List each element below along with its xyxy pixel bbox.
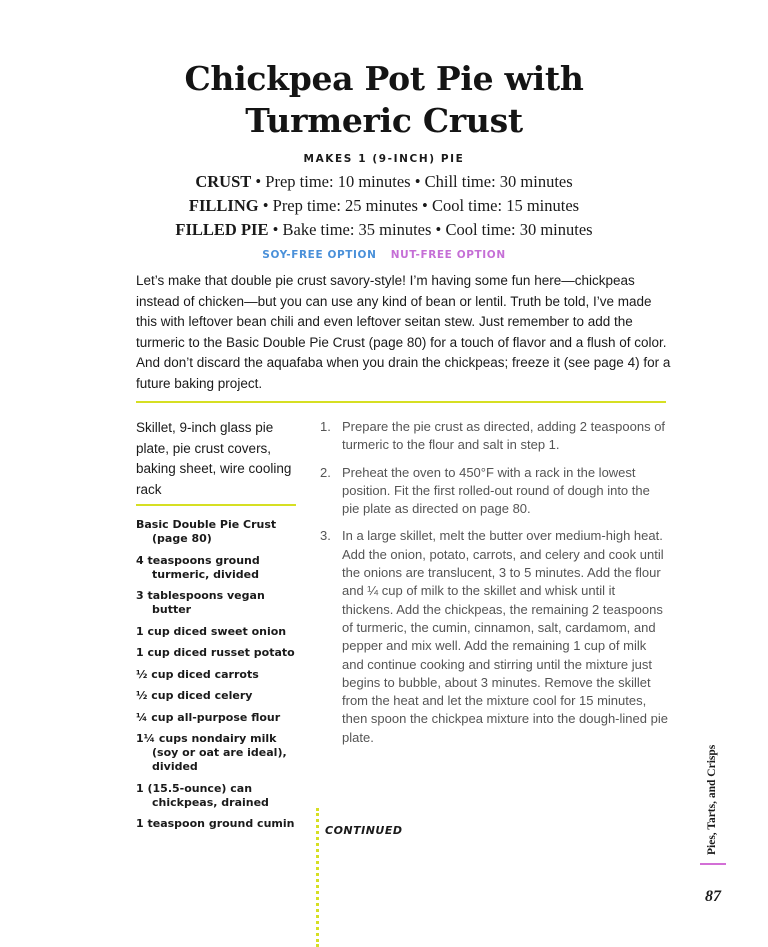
section-tab-bar	[700, 863, 726, 865]
step-text: Prepare the pie crust as directed, adding 2 teaspoons of turmeric to the flour and salt in step 1.	[342, 419, 666, 453]
nut-free-option: NUT-FREE OPTION	[390, 249, 506, 261]
ingredient-list	[136, 518, 304, 839]
ingredient-item: Basic Double Pie Crust (page 80)	[136, 518, 277, 545]
equipment-divider	[136, 504, 296, 506]
crust-times-label: CRUST	[195, 172, 252, 191]
step-number: 3.	[320, 528, 331, 544]
recipe-title-line2: Turmeric Crust	[245, 101, 523, 140]
crust-times	[0, 172, 768, 192]
filled-pie-times-label: FILLED PIE	[175, 220, 269, 239]
step-number: 2.	[320, 464, 331, 480]
ingredient-item: 1 (15.5-ounce) can chickpeas, drained	[136, 781, 269, 809]
step-text: Preheat the oven to 450°F with a rack in the lowest position. Fit the first rolled-out round of dough into the pie plate as directed on page 80.	[342, 464, 650, 517]
filled-pie-times-text: • Bake time: 35 minutes • Cool time: 30 minutes	[268, 220, 593, 239]
dietary-options	[0, 249, 768, 261]
recipe-title	[0, 58, 768, 142]
ingredient-item: 4 teaspoons ground turmeric, divided	[136, 553, 260, 581]
page-number: 87	[705, 888, 721, 905]
intro-paragraph: Let’s make that double pie crust savory-style! I’m having some fun here—chickpeas instead of chicken—but you can use any kind of bean or lentil. Truth be told, I’ve made this with leftover bean chili and even leftover seitan stew. Just remember to add the turmeric to the Basic Double Pie Crust (page 80) for a touch of flavor and a flush of color. And don’t discard the aquafaba when you drain the chickpeas; freeze it (see page 4) for a future baking project.	[136, 273, 671, 391]
soy-free-option: SOY-FREE OPTION	[262, 249, 377, 261]
method-steps	[320, 418, 670, 756]
crust-times-text: • Prep time: 10 minutes • Chill time: 30 minutes	[251, 172, 573, 191]
intro-divider	[136, 401, 666, 403]
filling-times	[0, 196, 768, 216]
method-step	[320, 464, 670, 519]
column-dotted-divider	[316, 808, 319, 947]
step-text: In a large skillet, melt the butter over medium-high heat. Add the onion, potato, carrots, and celery and cook until the onions are translucent, 3 to 5 minutes. Add the flour and ¼ cup of milk to the skillet and whisk until it thickens. Add the chickpeas, the remaining 2 teaspoons of turmeric, the cumin, cinnamon, salt, cardamom, and pepper and mix well. Add the remaining 1 cup of milk and continue cooking and stirring until the mixture just begins to bubble, about 3 minutes. Remove the skillet from the heat and let the mixture cool for 15 minutes, then spoon the chickpea mixture into the dough-lined pie plate.	[342, 528, 668, 745]
yield-label: MAKES 1 (9-INCH) PIE	[303, 153, 465, 165]
filling-times-label: FILLING	[188, 196, 259, 215]
method-step	[320, 418, 670, 455]
step-number: 1.	[320, 419, 331, 434]
ingredient-item: ½ cup diced celery	[136, 689, 253, 702]
recipe-title-line1: Chickpea Pot Pie with	[184, 59, 584, 98]
ingredient-item: 3 tablespoons vegan butter	[136, 589, 265, 616]
ingredient-item: 1 teaspoon ground cumin	[136, 817, 295, 830]
filled-pie-times	[0, 220, 768, 240]
ingredient-item: 1¼ cups nondairy milk (soy or oat are ideal), divided	[136, 732, 287, 773]
equipment-list: Skillet, 9-inch glass pie plate, pie crust covers, baking sheet, wire cooling rack	[136, 420, 292, 497]
section-tab	[701, 725, 725, 855]
ingredient-item: ¼ cup all-purpose flour	[136, 710, 281, 724]
filling-times-text: • Prep time: 25 minutes • Cool time: 15 minutes	[258, 196, 580, 215]
section-title: Pies, Tarts, and Crisps	[706, 744, 718, 855]
method-step	[320, 527, 670, 747]
continued-label: CONTINUED	[325, 824, 403, 837]
ingredient-item: ½ cup diced carrots	[136, 667, 259, 681]
ingredient-item: 1 cup diced russet potato	[136, 646, 295, 659]
ingredient-item: 1 cup diced sweet onion	[136, 624, 287, 638]
